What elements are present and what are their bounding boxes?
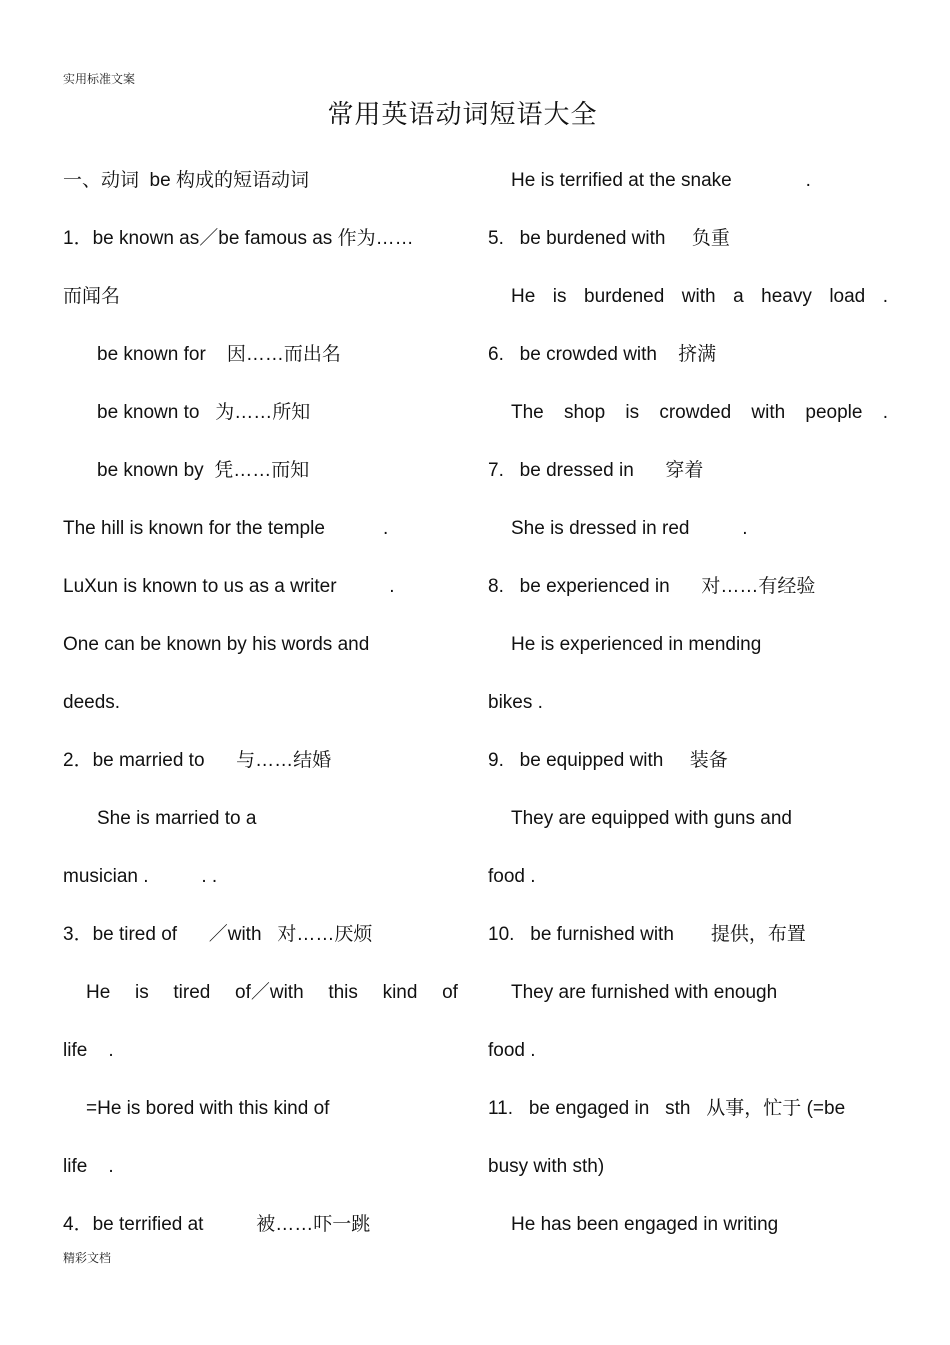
left-column-line: One can be known by his words and: [63, 634, 370, 655]
right-column-line: 7. be dressed in 穿着: [488, 460, 704, 481]
left-column-line: be known for 因……而出名: [97, 344, 341, 365]
right-column-line: food .: [488, 866, 536, 887]
left-column-line: The hill is known for the temple .: [63, 518, 389, 539]
left-column-line: 3．be tired of ／with 对……厌烦: [63, 924, 373, 945]
word: tired: [173, 982, 211, 1003]
right-column-line: [488, 392, 888, 450]
footer-note: 精彩文档: [63, 1251, 112, 1265]
word: .: [882, 286, 888, 307]
right-column-line: 10. be furnished with 提供，布置: [488, 924, 806, 945]
word: is: [625, 402, 640, 423]
left-column-line: life .: [63, 1040, 114, 1061]
word: load: [829, 286, 866, 307]
word: kind: [382, 982, 418, 1003]
left-column-line: 2．be married to 与……结婚: [63, 750, 332, 771]
left-column-line: musician . . .: [63, 866, 218, 887]
left-column-line: be known by 凭……而知: [97, 460, 310, 481]
left-column-line: LuXun is known to us as a writer .: [63, 576, 395, 597]
word: He: [511, 286, 536, 307]
right-column-line: bikes .: [488, 692, 543, 713]
header-note: 实用标准文案: [63, 72, 136, 86]
right-column-line: 6. be crowded with 挤满: [488, 344, 717, 365]
word: of／with: [235, 982, 304, 1003]
word: a: [733, 286, 744, 307]
left-column-line: 4．be terrified at 被……吓一跳: [63, 1214, 371, 1235]
left-column: [63, 160, 458, 1262]
word: He: [86, 982, 111, 1003]
word: is: [552, 286, 567, 307]
word: The: [511, 402, 544, 423]
right-column-line: They are furnished with enough: [511, 982, 778, 1003]
right-column-line: 9. be equipped with 装备: [488, 750, 728, 771]
left-column-line: 而闻名: [63, 286, 121, 307]
left-column-line: [63, 972, 458, 1030]
left-column-line: 1．be known as／be famous as 作为……: [63, 228, 414, 249]
word: .: [882, 402, 888, 423]
word: shop: [563, 402, 606, 423]
right-column-line: They are equipped with guns and: [511, 808, 792, 829]
left-column-line: =He is bored with this kind of: [86, 1098, 330, 1119]
word: with: [681, 286, 716, 307]
right-column-line: food .: [488, 1040, 536, 1061]
word: this: [328, 982, 358, 1003]
right-column-line: He has been engaged in writing: [511, 1214, 779, 1235]
right-column-line: busy with sth): [488, 1156, 605, 1177]
left-column-line: deeds.: [63, 692, 121, 713]
word: with: [751, 402, 786, 423]
word: crowded: [659, 402, 732, 423]
right-column-line: 5. be burdened with 负重: [488, 228, 730, 249]
word: heavy: [761, 286, 812, 307]
left-column-line: She is married to a: [97, 808, 257, 829]
right-column-line: 8. be experienced in 对……有经验: [488, 576, 816, 597]
right-column-line: He is terrified at the snake .: [511, 170, 811, 191]
word: is: [134, 982, 149, 1003]
right-column-line: He is experienced in mending: [511, 634, 762, 655]
right-column-line: 11. be engaged in sth 从事，忙于 (=be: [488, 1098, 846, 1119]
word: of: [442, 982, 458, 1003]
right-column-line: [488, 276, 888, 334]
word: people: [805, 402, 863, 423]
left-column-line: life .: [63, 1156, 114, 1177]
left-column-line: 一、动词 be 构成的短语动词: [63, 170, 309, 191]
word: burdened: [584, 286, 665, 307]
left-column-line: be known to 为……所知: [97, 402, 311, 423]
right-column: [488, 160, 888, 1262]
right-column-line: She is dressed in red .: [511, 518, 748, 539]
page-title: 常用英语动词短语大全: [327, 100, 598, 130]
